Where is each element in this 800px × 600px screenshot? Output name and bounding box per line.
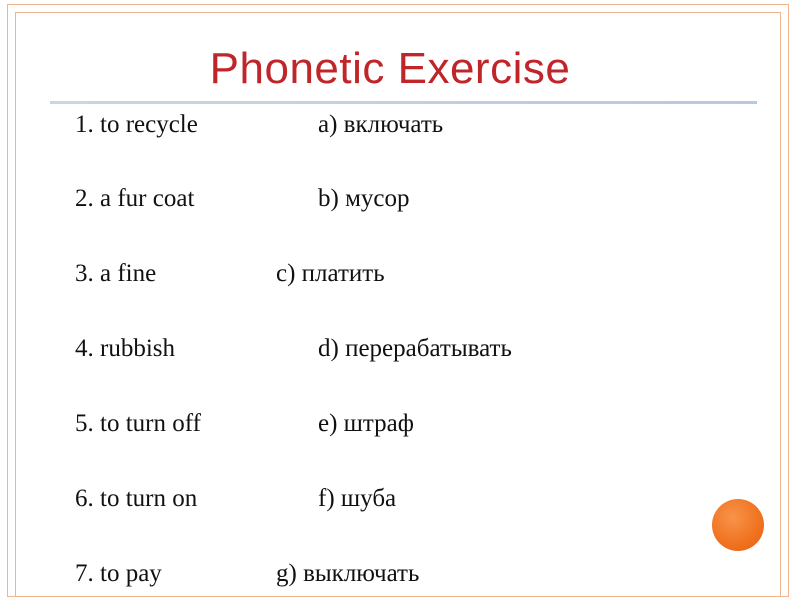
item-7-term: 7. to pay [75, 560, 162, 587]
title-underline [50, 101, 757, 104]
item-4-term: 4. rubbish [75, 335, 175, 362]
item-c-translation: c) платить [276, 260, 385, 287]
item-6-term: 6. to turn on [75, 485, 198, 512]
orange-circle-decoration [712, 499, 764, 551]
item-g-translation: g) выключать [276, 560, 420, 587]
item-f-translation: f) шуба [318, 485, 397, 512]
item-2-term: 2. a fur coat [75, 185, 195, 212]
item-a-translation: a) включать [318, 111, 444, 138]
slide-title: Phonetic Exercise [209, 44, 571, 93]
item-b-translation: b) мусор [318, 185, 410, 212]
item-d-translation: d) перерабатывать [318, 335, 512, 362]
item-3-term: 3. a fine [75, 260, 157, 287]
item-5-term: 5. to turn off [75, 410, 201, 437]
item-e-translation: e) штраф [318, 410, 414, 437]
item-1-term: 1. to recycle [75, 111, 198, 138]
